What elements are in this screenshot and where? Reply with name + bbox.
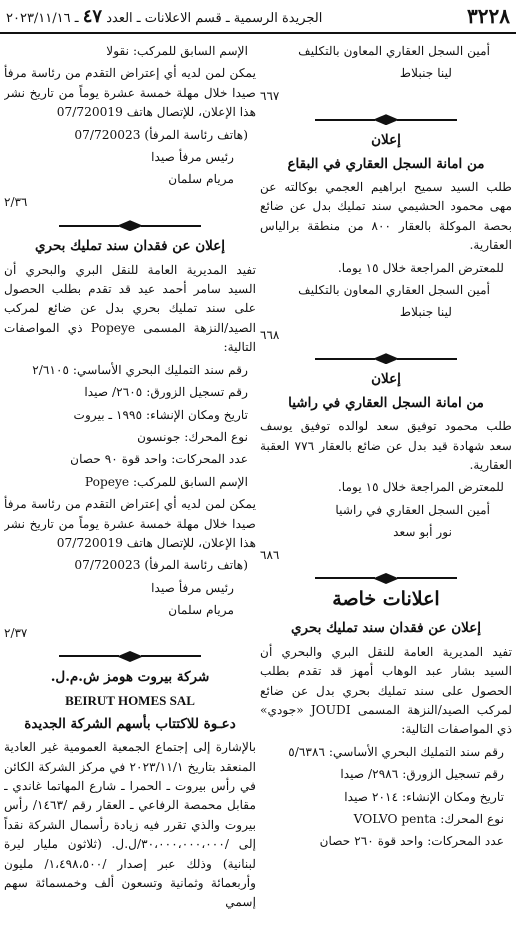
notice-body: طلب السيد سميح ابراهيم العجمي بوكالته عن مهى محمود الحشيمي سند تمليك بدل عن ضائع بحصة الموكلة بالعقار ٨٠٠ من منطقة برالياس العقارية. <box>260 180 512 253</box>
notice-block-1 <box>260 42 512 106</box>
notice-label: إعلان <box>371 371 401 388</box>
notice-ref: ٦٦٨ <box>260 327 280 342</box>
notice-body: يمكن لمن لديه أي إعتراض التقدم من رئاسة مرفأ صيدا خلال مهلة خمسة عشرة يوماً من تاريخ نشر هذا الإعلان، للإتصال هاتف 07/720019 <box>4 497 256 550</box>
spec-line: نوع المحرك: جونسون <box>137 429 248 444</box>
spec-line: الإسم السابق للمركب: Popeye <box>84 474 248 489</box>
notice-block-5 <box>4 42 256 212</box>
section-title: اعلانات خاصة <box>332 587 440 610</box>
notice-body: يمكن لمن لديه أي إعتراض التقدم من رئاسة مرفأ صيدا خلال مهلة خمسة عشرة يوماً من تاريخ نشر هذا الإعلان، للإتصال هاتف 07/720019 <box>4 66 256 120</box>
signer-name: لينا جنبلاط <box>399 66 452 81</box>
company-name-en: BEIRUT HOMES SAL <box>65 693 195 709</box>
notice-body: طلب محمود توفيق سعد لوالده توفيق يوسف سعد شهادة قيد بدل عن ضائع بالعقار ٧٧٦ العقبة العقارية. <box>260 419 512 472</box>
notice-block-2 <box>260 131 512 345</box>
phone-line: (هاتف رئاسة المرفأ) 07/720023 <box>74 127 248 142</box>
signer-name: مريام سلمان <box>168 603 234 618</box>
spec-line: عدد المحركات: واحد قوة ٩٠ حصان <box>70 452 248 467</box>
notice-block-3 <box>260 370 512 565</box>
signer-title: رئيس مرفأ صيدا <box>151 580 234 595</box>
issue-number: ٤٧ <box>82 5 103 27</box>
signer-title: رئيس مرفأ صيدا <box>151 150 234 165</box>
notice-block-7 <box>4 668 256 913</box>
page-number: ٣٢٢٨ <box>467 4 510 28</box>
notice-title: إعلان عن فقدان سند تمليك بحري <box>290 620 482 637</box>
signer-title: أمين السجل العقاري في راشيا <box>335 502 490 517</box>
notice-ref: ٢/٣٦ <box>4 194 28 209</box>
issue-line <box>6 6 322 27</box>
section-divider <box>4 651 256 662</box>
notice-ref: ٦٨٦ <box>260 547 280 562</box>
spec-line: تاريخ ومكان الإنشاء: ٢٠١٤ صيدا <box>344 789 504 804</box>
issue-label: الجريدة الرسمية ـ قسم الاعلانات ـ العدد <box>106 10 323 26</box>
section-divider <box>260 114 512 125</box>
spec-line: عدد المحركات: واحد قوة ٢٦٠ حصان <box>319 834 504 849</box>
objection-text: للمعترض المراجعة خلال ١٥ يوما. <box>337 260 504 275</box>
issue-date: ـ ٢٠٢٣/١١/١٦ <box>6 10 79 26</box>
spec-line: نوع المحرك: VOLVO penta <box>353 812 504 826</box>
spec-line: الإسم السابق للمركب: نقولا <box>106 44 248 58</box>
notice-ref: ٦٦٧ <box>260 88 280 103</box>
company-name-ar: شركة بيروت هومز ش.م.ل. <box>50 668 210 685</box>
right-column <box>260 42 512 930</box>
notice-title: من امانة السجل العقاري في البقاع <box>287 155 485 172</box>
notice-ref: ٢/٣٧ <box>4 625 28 640</box>
notice-body: بالإشارة إلى إجتماع الجمعية العمومية غير العادية المنعقد بتاريخ ٢٠٢٣/١١/١ في مركز الشركة الكائن في رأس بيروت ـ الحمرا ـ شارع المهاتما غاندي ـ مقابل محمصة الرفاعي ـ العقار رقم /١٤٦٣/ رأس بيروت والذي تقرر فيه زيادة رأسمال الشركة نقداً إلى /٣٠،٠٠٠،٠٠٠،٠٠٠/ل.ل. (ثلاثون مليار ليرة لبنانية) وذلك عبر إصدار /١،٤٩٨،٥٠٠/ مليون وأربعمائة وثمانية وتسعون ألف وخمسمائة سهم إسمي <box>4 740 256 910</box>
notice-body: تفيد المديرية العامة للنقل البري والبحري أن السيد سامر أحمد عيد قد تقدم بطلب الحصول على سند تمليك بحري بدل عن ضائع لمركب الصيد/النزهة المسمى Popeye ذي المواصفات التالية: <box>4 262 256 355</box>
signer-title: أمين السجل العقاري المعاون بالتكليف <box>298 283 490 298</box>
notice-label: إعلان <box>371 132 401 149</box>
spec-line: رقم تسجيل الزورق: ٢٦٠٥/ صيدا <box>84 385 248 400</box>
section-divider <box>260 573 512 584</box>
section-divider <box>260 353 512 364</box>
notice-block-4 <box>260 619 512 851</box>
signer-title: أمين السجل العقاري المعاون بالتكليف <box>298 44 490 58</box>
phone-line: (هاتف رئاسة المرفأ) 07/720023 <box>74 558 248 573</box>
left-column <box>4 42 256 930</box>
notice-title: إعلان عن فقدان سند تمليك بحري <box>34 238 226 255</box>
notice-body: تفيد المديرية العامة للنقل البري والبحري أن السيد بشار عبد الوهاب أمهز قد تقدم بطلب الحصول على سند تمليك بحري بدل عن ضائع لمركب الصيد/النزهة المسمى JOUDI «جودي» ذي المواصفات التالية: <box>260 644 512 737</box>
objection-text: للمعترض المراجعة خلال ١٥ يوما. <box>337 480 504 495</box>
spec-line: رقم تسجيل الزورق: ٢٩٨٦/ صيدا <box>340 767 504 782</box>
page-header <box>0 0 516 34</box>
spec-line: تاريخ ومكان الإنشاء: ١٩٩٥ ـ بيروت <box>73 407 248 422</box>
notice-block-6 <box>4 237 256 643</box>
signer-name: نور أبو سعد <box>393 525 452 540</box>
section-divider <box>4 220 256 231</box>
spec-line: رقم سند التمليك البحري الأساسي: ٢/٦١٠٥ <box>32 362 248 377</box>
notice-title: دعـوة للاكتتاب بأسهم الشركة الجديدة <box>24 715 236 732</box>
notice-title: من امانة السجل العقاري في راشيا <box>288 394 484 411</box>
signer-name: مريام سلمان <box>168 172 234 187</box>
signer-name: لينا جنبلاط <box>399 305 452 320</box>
spec-line: رقم سند التمليك البحري الأساسي: ٥/٦٣٨٦ <box>288 744 504 759</box>
